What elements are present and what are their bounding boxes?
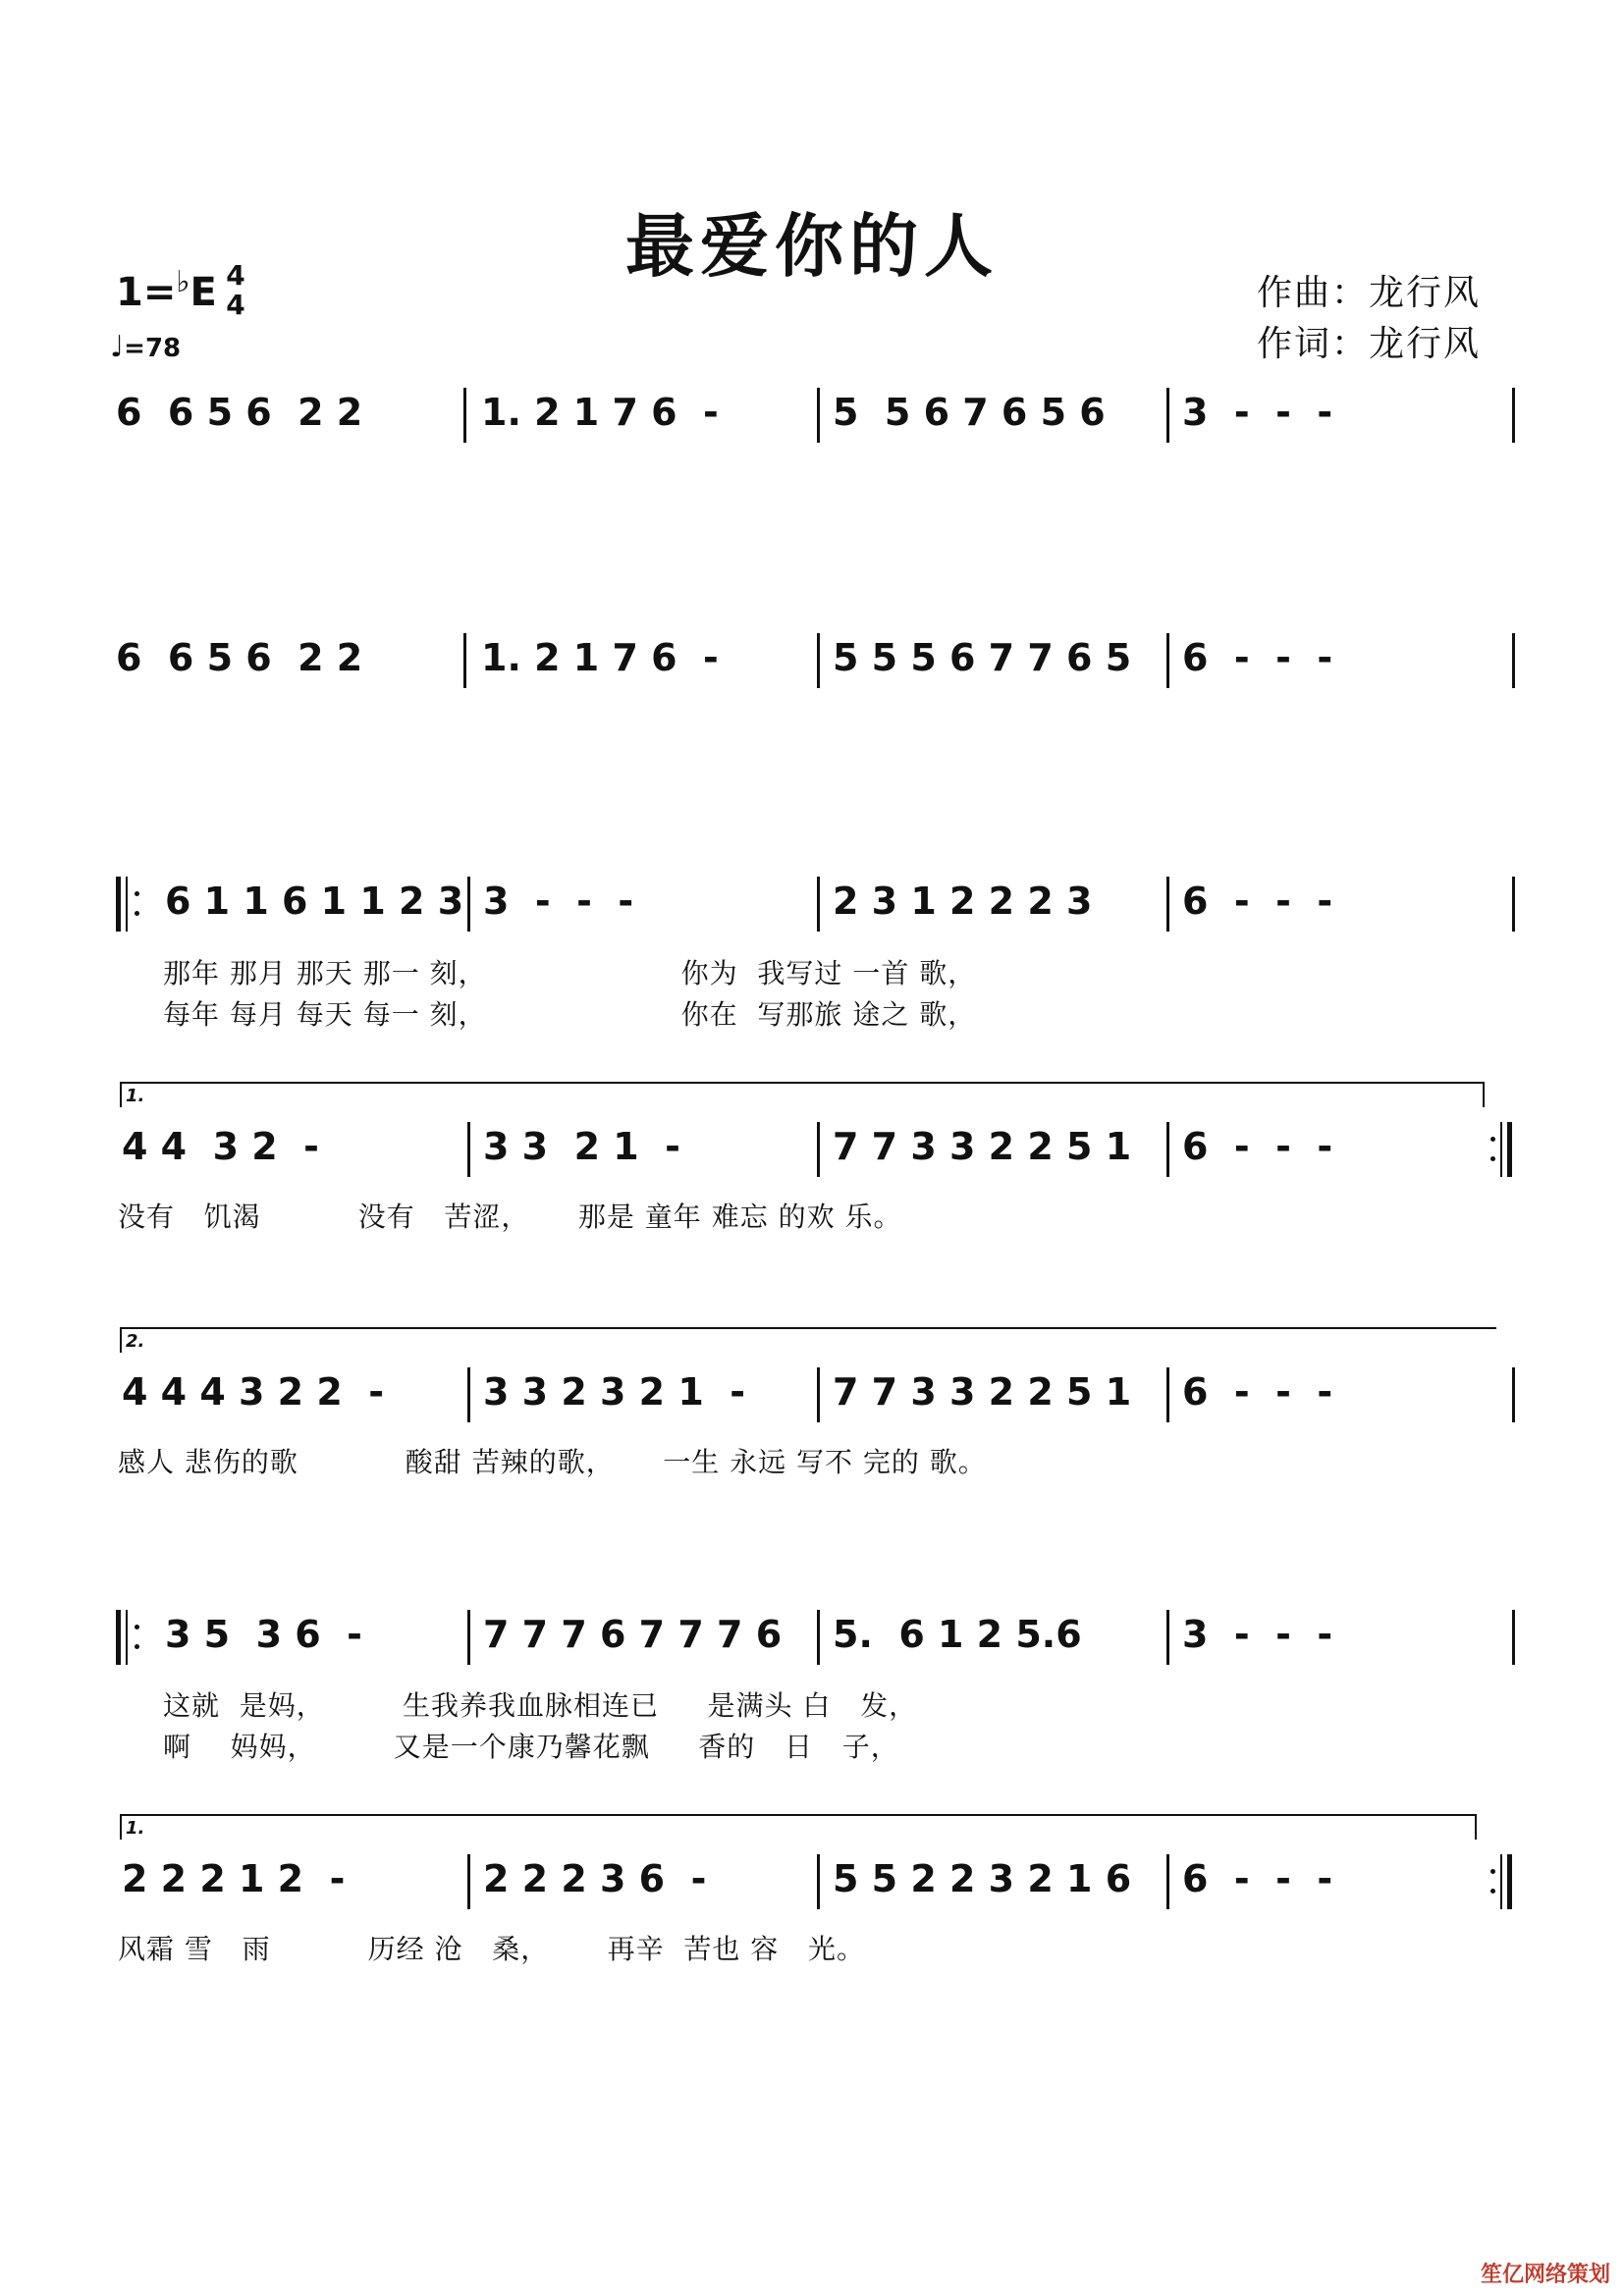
measure-notes: 5. 6 1 2 5.6	[833, 1613, 1082, 1656]
measure-notes: 5 5 5 6 7 7 6 5	[833, 636, 1132, 679]
lyric-line: 这就 是妈， 生我养我血脉相连已 是满头 白 发，	[163, 1689, 918, 1722]
bar-line	[1512, 877, 1515, 932]
lyric-line: 没有 饥渴 没有 苦涩， 那是 童年 难忘 的欢 乐。	[118, 1201, 902, 1233]
repeat-end-thin	[1500, 1122, 1502, 1177]
measure-notes: 1. 2 1 7 6 -	[481, 636, 719, 679]
bar-line	[817, 877, 820, 932]
measure-notes: 6 - - -	[1182, 636, 1333, 679]
volta-bracket	[120, 1082, 1485, 1107]
measure-notes: 3 - - -	[1182, 391, 1333, 434]
bar-line	[817, 1854, 820, 1909]
meter-top: 4	[226, 259, 245, 292]
bar-line	[467, 1367, 470, 1422]
bar-line	[1166, 1854, 1169, 1909]
flat-icon: ♭	[176, 265, 190, 299]
bar-line	[467, 1854, 470, 1909]
bar-line	[1166, 1367, 1169, 1422]
measure-notes: 7 7 3 3 2 2 5 1	[833, 1370, 1132, 1414]
lyric-line: 风霜 雪 雨 历经 沧 桑， 再辛 苦也 容 光。	[118, 1933, 866, 1965]
measure-notes: 6 1 1 6 1 1 2 3	[165, 880, 464, 923]
repeat-dot	[135, 1644, 139, 1649]
volta-number: 1.	[126, 1818, 145, 1839]
tempo-marking	[110, 330, 181, 364]
bar-line	[467, 1122, 470, 1177]
repeat-dot	[135, 1625, 139, 1629]
volta-number: 1.	[126, 1086, 145, 1106]
measure-notes: 5 5 6 7 6 5 6	[833, 391, 1106, 434]
measure-notes: 6 - - -	[1182, 1370, 1333, 1414]
measure-notes: 6 6 5 6 2 2	[116, 636, 363, 679]
bar-line	[817, 388, 820, 443]
measure-notes: 1. 2 1 7 6 -	[481, 391, 719, 434]
tempo-value: =78	[124, 334, 182, 363]
bar-line	[467, 877, 470, 932]
measure-notes: 4 4 4 3 2 2 -	[122, 1370, 385, 1414]
watermark: 笙亿网络策划	[1480, 2263, 1610, 2287]
volta-bracket	[120, 1814, 1477, 1840]
repeat-end-thick	[1507, 1122, 1512, 1177]
measure-notes: 7 7 3 3 2 2 5 1	[833, 1125, 1132, 1168]
measure-notes: 4 4 3 2 -	[122, 1125, 319, 1168]
repeat-dot	[1490, 1889, 1495, 1894]
composer-credit: 作曲：龙行风	[1257, 273, 1482, 313]
lyric-line: 那年 那月 那天 那一 刻， 你为 我写过 一首 歌，	[163, 957, 977, 989]
bar-line	[1166, 1610, 1169, 1665]
bar-line	[463, 633, 466, 688]
bar-line	[1166, 388, 1169, 443]
measure-notes: 2 2 2 3 6 -	[483, 1857, 707, 1900]
measure-notes: 2 3 1 2 2 2 3	[833, 880, 1093, 923]
repeat-dot	[135, 911, 139, 916]
measure-notes: 3 3 2 3 2 1 -	[483, 1370, 746, 1414]
measure-notes: 3 3 2 1 -	[483, 1125, 680, 1168]
bar-line	[1512, 388, 1515, 443]
key-signature	[116, 265, 217, 315]
bar-line	[1166, 633, 1169, 688]
bar-line	[467, 1610, 470, 1665]
bar-line	[817, 1122, 820, 1177]
lyric-line: 啊 妈妈， 又是一个康乃馨花飘 香的 日 子，	[163, 1731, 899, 1763]
measure-notes: 7 7 7 6 7 7 7 6	[483, 1613, 783, 1656]
volta-number: 2.	[126, 1331, 145, 1352]
bar-line	[1512, 1367, 1515, 1422]
bar-line	[1166, 1122, 1169, 1177]
bar-line	[1512, 633, 1515, 688]
repeat-start-thick	[116, 1610, 121, 1665]
repeat-dot	[1490, 1137, 1495, 1142]
quarter-note-icon: ♩	[110, 330, 125, 364]
key-note: E	[189, 270, 217, 315]
measure-notes: 3 5 3 6 -	[165, 1613, 362, 1656]
lyric-line: 每年 每月 每天 每一 刻， 你在 写那旅 途之 歌，	[163, 998, 977, 1031]
lyric-line: 感人 悲伤的歌 酸甜 苦辣的歌， 一生 永远 写不 完的 歌。	[118, 1446, 987, 1478]
repeat-dot	[1490, 1156, 1495, 1161]
measure-notes: 5 5 2 2 3 2 1 6	[833, 1857, 1132, 1900]
repeat-end-thin	[1500, 1854, 1502, 1909]
bar-line	[817, 633, 820, 688]
repeat-start-thin	[126, 1610, 128, 1665]
time-signature	[224, 261, 247, 320]
measure-notes: 3 - - -	[483, 880, 634, 923]
lyricist-credit: 作词：龙行风	[1257, 324, 1482, 364]
repeat-start-thin	[126, 877, 128, 932]
key-prefix: 1=	[116, 270, 177, 315]
bar-line	[1512, 1610, 1515, 1665]
bar-line	[1166, 877, 1169, 932]
repeat-dot	[1490, 1869, 1495, 1874]
measure-notes: 6 - - -	[1182, 1857, 1333, 1900]
repeat-end-thick	[1507, 1854, 1512, 1909]
meter-bottom: 4	[226, 289, 245, 321]
song-title: 最爱你的人	[625, 205, 999, 287]
measure-notes: 6 6 5 6 2 2	[116, 391, 363, 434]
repeat-start-thick	[116, 877, 121, 932]
bar-line	[463, 388, 466, 443]
volta-bracket	[120, 1327, 1496, 1353]
measure-notes: 6 - - -	[1182, 880, 1333, 923]
repeat-dot	[135, 891, 139, 896]
measure-notes: 3 - - -	[1182, 1613, 1333, 1656]
bar-line	[817, 1367, 820, 1422]
bar-line	[817, 1610, 820, 1665]
measure-notes: 6 - - -	[1182, 1125, 1333, 1168]
measure-notes: 2 2 2 1 2 -	[122, 1857, 346, 1900]
